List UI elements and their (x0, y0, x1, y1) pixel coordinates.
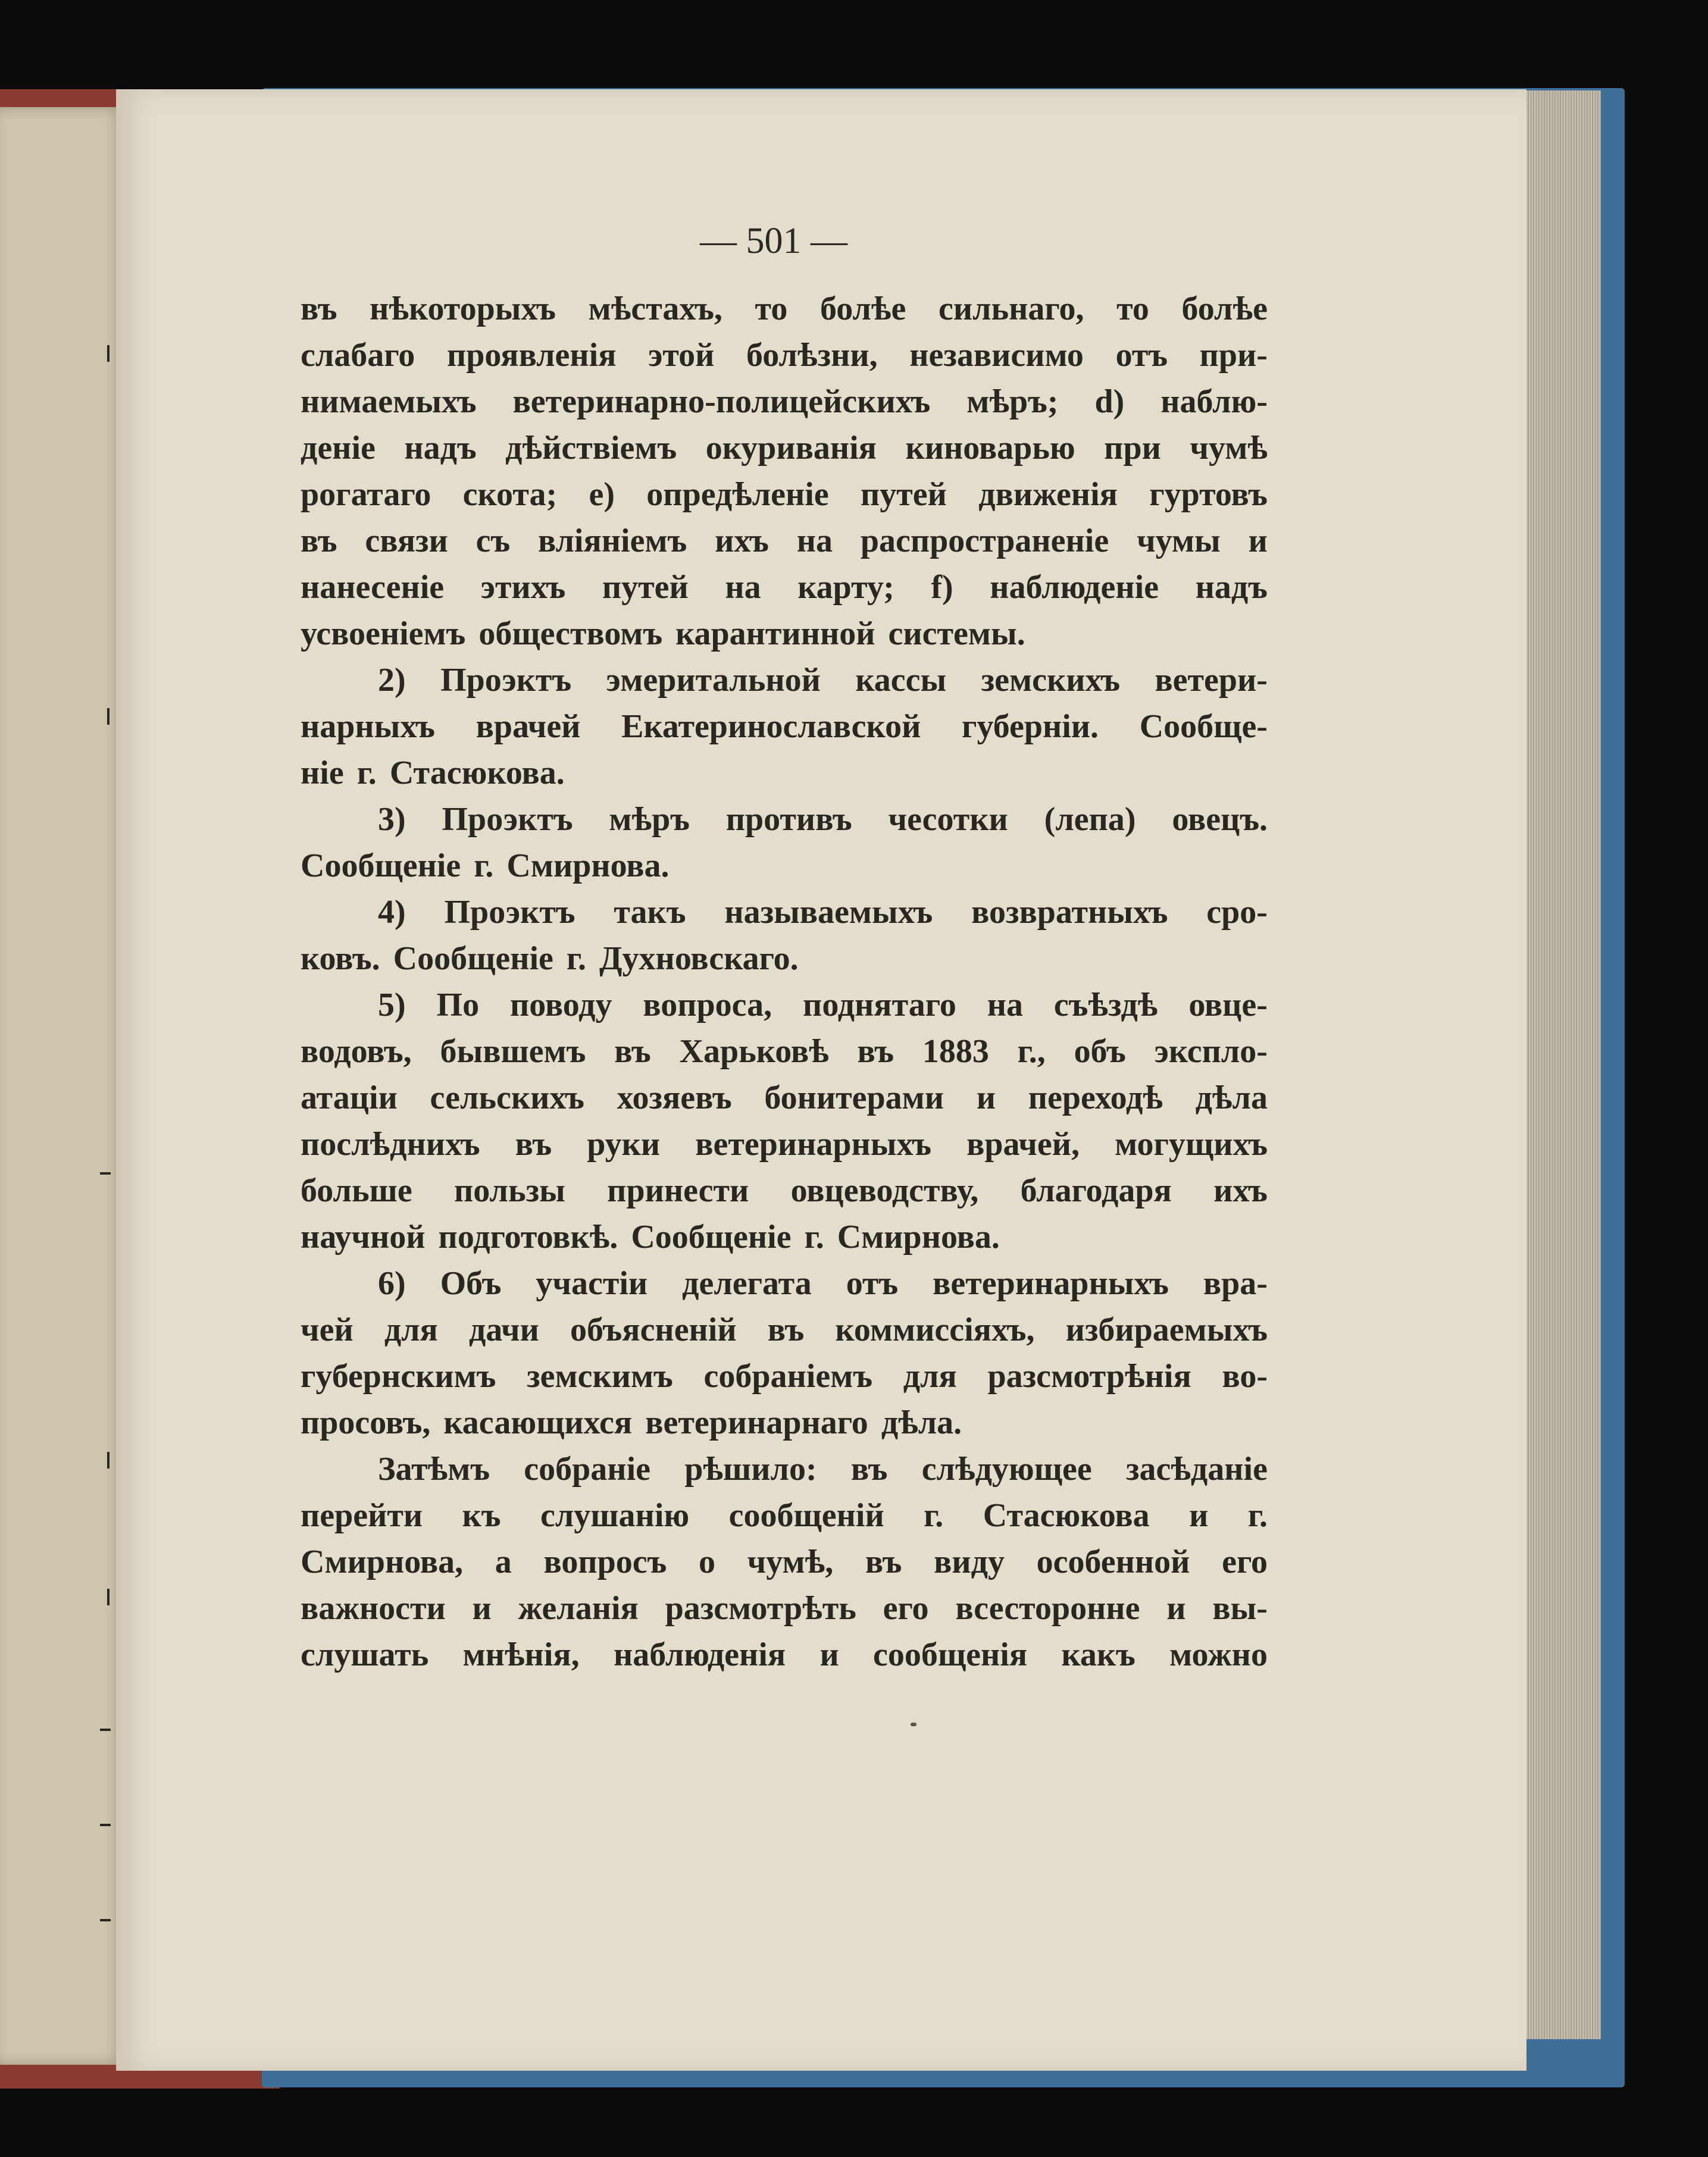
word: на (725, 569, 761, 606)
word: слѣдующее (921, 1451, 1092, 1488)
word: слабаго (301, 337, 415, 374)
page-number: — 501 — (700, 221, 847, 261)
word: вы- (1212, 1590, 1268, 1627)
word: при (1104, 430, 1161, 467)
word: этихъ (480, 569, 566, 606)
word: кассы (855, 662, 947, 699)
word: во- (1222, 1358, 1268, 1395)
word: связи (365, 522, 448, 559)
word: губерніи. (962, 708, 1099, 745)
word: наблюденіе (990, 569, 1159, 606)
word: системы. (888, 615, 1025, 652)
word: такъ (614, 894, 686, 931)
word: въ (857, 1033, 894, 1070)
word: Екатеринославской (621, 708, 921, 745)
word: усвоеніемъ (301, 615, 466, 652)
word: могущихъ (1115, 1126, 1268, 1163)
word: въ (614, 1033, 651, 1070)
word: слушанію (540, 1497, 690, 1534)
word: благодаря (1020, 1172, 1172, 1209)
word: Сообщеніе (631, 1219, 792, 1256)
word: собраніемъ (703, 1358, 873, 1395)
text-line (301, 703, 1268, 750)
text-line (301, 564, 1268, 611)
word: и (819, 1636, 839, 1673)
word: чумѣ (1190, 430, 1268, 467)
word: болѣзни, (746, 337, 878, 374)
word: наблюденія (613, 1636, 786, 1673)
word: болѣе (819, 290, 906, 327)
word: делегата (682, 1265, 812, 1302)
word: бывшемъ (440, 1033, 586, 1070)
word: г. (566, 940, 587, 977)
word: ветеринарныхъ (933, 1265, 1169, 1302)
word: врачей, (966, 1126, 1080, 1163)
margin-tick-mark (100, 1919, 111, 1921)
word: (лепа) (1044, 801, 1136, 838)
text-line (301, 1539, 1268, 1585)
text-line (301, 796, 1268, 843)
word: ихъ (715, 522, 769, 559)
word: научной (301, 1219, 426, 1256)
text-line (301, 889, 1268, 935)
word: карантинной (675, 615, 875, 652)
word: d) (1094, 383, 1125, 420)
word: хозяевъ (617, 1079, 732, 1116)
margin-tick-mark (107, 708, 110, 725)
word: экспло- (1154, 1033, 1268, 1070)
word: этой (648, 337, 715, 374)
word: засѣданіе (1125, 1451, 1268, 1488)
word: пользы (454, 1172, 565, 1209)
word: Проэктъ (442, 801, 573, 838)
word: дѣла (1195, 1079, 1268, 1116)
word: особенной (1036, 1544, 1190, 1580)
word: чумы (1137, 522, 1221, 559)
word: отъ (846, 1265, 899, 1302)
word: земскихъ (981, 662, 1120, 699)
margin-tick-mark (100, 1172, 111, 1175)
word: принести (607, 1172, 749, 1209)
text-line (301, 1353, 1268, 1400)
word: коммиссіяхъ, (835, 1311, 1035, 1348)
previous-page-edge (0, 107, 125, 2065)
word: надъ (404, 430, 477, 467)
word: Харьковѣ (679, 1033, 829, 1070)
word: бонитерами (764, 1079, 944, 1116)
word: Смирнова. (837, 1219, 1000, 1256)
word: съ (476, 522, 511, 559)
word: движенія (978, 476, 1118, 513)
word: обществомъ (478, 615, 663, 652)
text-line (301, 611, 1268, 657)
word: ветеринарныхъ (695, 1126, 932, 1163)
word: карту; (797, 569, 894, 606)
word: дѣйствіемъ (505, 430, 677, 467)
word: сельскихъ (430, 1079, 584, 1116)
word: опредѣленіе (646, 476, 829, 513)
word: и (1189, 1497, 1209, 1534)
word: называемыхъ (724, 894, 933, 931)
ink-speck (911, 1723, 916, 1726)
word: сообщенія (873, 1636, 1028, 1673)
word: эмеритальной (606, 662, 821, 699)
word: и (1166, 1590, 1186, 1627)
word: на (796, 522, 833, 559)
word: вліяніемъ (537, 522, 687, 559)
word: 1883 (922, 1033, 989, 1070)
word: Сообще- (1139, 708, 1268, 745)
word: всесторонне (955, 1590, 1140, 1627)
word: проявленія (446, 337, 617, 374)
text-line (301, 1214, 1268, 1260)
word: овце- (1188, 987, 1268, 1023)
word: атаціи (301, 1079, 398, 1116)
word: деніе (301, 430, 376, 467)
word: и (976, 1079, 996, 1116)
word: разсмотрѣть (665, 1590, 856, 1627)
word: избираемыхъ (1065, 1311, 1268, 1348)
word: 5) (378, 987, 406, 1023)
word: сильнаго, (939, 290, 1084, 327)
word: По (436, 987, 480, 1023)
word: чумѣ, (747, 1544, 834, 1580)
word: нанесеніе (301, 569, 445, 606)
word: больше (301, 1172, 412, 1209)
word: ветеринарно-полицейскихъ (512, 383, 931, 420)
text-line (301, 1260, 1268, 1307)
word: объясненій (570, 1311, 737, 1348)
word: вра- (1203, 1265, 1268, 1302)
word: г. (804, 1219, 824, 1256)
word: на (987, 987, 1023, 1023)
word: 3) (378, 801, 406, 838)
word: 2) (378, 662, 406, 699)
word: и (1248, 522, 1268, 559)
word: при- (1199, 337, 1268, 374)
word: переходѣ (1028, 1079, 1163, 1116)
word: болѣе (1181, 290, 1268, 327)
text-line (301, 1400, 1268, 1446)
word: участіи (536, 1265, 648, 1302)
word: наблю- (1160, 383, 1268, 420)
word: овцеводству, (790, 1172, 979, 1209)
text-line (301, 1121, 1268, 1167)
word: мѣстахъ, (588, 290, 722, 327)
word: о (698, 1544, 715, 1580)
text-line (301, 1632, 1268, 1678)
word: дачи (468, 1311, 539, 1348)
text-line (301, 1585, 1268, 1632)
word: то (1116, 290, 1149, 327)
word: руки (587, 1126, 661, 1163)
word: Сообщеніе (393, 940, 553, 977)
margin-tick-mark (100, 1824, 111, 1826)
word: поднятаго (803, 987, 956, 1023)
word: для (903, 1358, 957, 1395)
word: мнѣнія, (462, 1636, 580, 1673)
text-line (301, 1492, 1268, 1539)
word: Стасюкова. (389, 755, 565, 791)
word: ветеринарнаго (645, 1404, 868, 1441)
word: дѣла. (881, 1404, 962, 1441)
text-line (301, 843, 1268, 889)
word: вопросъ (543, 1544, 667, 1580)
word: рѣшило: (684, 1451, 817, 1488)
word: рогатаго (301, 476, 431, 513)
word: его (1222, 1544, 1268, 1580)
word: г. (356, 755, 377, 791)
word: его (883, 1590, 929, 1627)
text-line (301, 750, 1268, 796)
word: желанія (518, 1590, 639, 1627)
word: важности (301, 1590, 446, 1627)
word: Смирнова, (301, 1544, 464, 1580)
word: возвратныхъ (971, 894, 1168, 931)
word: можно (1169, 1636, 1268, 1673)
word: и (472, 1590, 492, 1627)
text-line (301, 1075, 1268, 1121)
margin-tick-mark (107, 1589, 110, 1605)
word: Проэктъ (444, 894, 575, 931)
word: надъ (1195, 569, 1268, 606)
text-line (301, 1028, 1268, 1075)
text-line (301, 935, 1268, 982)
word: окуриванія (705, 430, 877, 467)
word: Проэктъ (440, 662, 572, 699)
word: распространеніе (860, 522, 1109, 559)
text-line (301, 1446, 1268, 1492)
word: перейти (301, 1497, 423, 1534)
margin-tick-mark (107, 1452, 110, 1469)
word: Духновскаго. (599, 940, 799, 977)
word: въ (301, 290, 337, 327)
text-line (301, 657, 1268, 703)
text-line (301, 332, 1268, 378)
word: какъ (1061, 1636, 1135, 1673)
word: поводу (510, 987, 612, 1023)
word: f) (931, 569, 953, 606)
word: съѣздѣ (1053, 987, 1158, 1023)
word: сообщеній (728, 1497, 884, 1534)
word: Сообщеніе (301, 847, 461, 884)
word: чесотки (888, 801, 1008, 838)
word: губернскимъ (301, 1358, 496, 1395)
margin-tick-mark (100, 1729, 111, 1731)
word: скота; (462, 476, 558, 513)
word: въ (515, 1126, 552, 1163)
word: сро- (1206, 894, 1268, 931)
text-line (301, 378, 1268, 425)
text-line (301, 1307, 1268, 1353)
word: киноварью (905, 430, 1075, 467)
word: разсмотрѣнія (987, 1358, 1191, 1395)
word: г. (924, 1497, 944, 1534)
word: г. (1247, 1497, 1268, 1534)
word: мѣръ; (966, 383, 1059, 420)
margin-tick-mark (107, 345, 110, 362)
word: нѣкоторыхъ (370, 290, 556, 327)
word: нарныхъ (301, 708, 435, 745)
word: объ (1074, 1033, 1126, 1070)
word: просовъ, (301, 1404, 431, 1441)
word: овецъ. (1172, 801, 1268, 838)
word: послѣднихъ (301, 1126, 480, 1163)
word: въ (865, 1544, 902, 1580)
word: касающихся (443, 1404, 633, 1441)
word: Затѣмъ (378, 1451, 490, 1488)
word: 6) (378, 1265, 406, 1302)
word: въ (301, 522, 337, 559)
text-line (301, 286, 1268, 332)
word: врачей (476, 708, 581, 745)
word: противъ (725, 801, 852, 838)
word: e) (589, 476, 615, 513)
word: вопроса, (643, 987, 772, 1023)
word: въ (767, 1311, 805, 1348)
word: для (384, 1311, 438, 1348)
word: водовъ, (301, 1033, 412, 1070)
word: нимаемыхъ (301, 383, 477, 420)
word: ихъ (1213, 1172, 1268, 1209)
word: путей (861, 476, 947, 513)
word: въ (850, 1451, 888, 1488)
word: ветери- (1155, 662, 1268, 699)
page-body-text (301, 286, 1268, 1678)
word: подготовкѣ. (438, 1219, 618, 1256)
word: Стасюкова (983, 1497, 1150, 1534)
text-line (301, 982, 1268, 1028)
word: г., (1017, 1033, 1046, 1070)
text-line (301, 518, 1268, 564)
word: виду (934, 1544, 1005, 1580)
word: къ (462, 1497, 501, 1534)
word: ніе (301, 755, 344, 791)
word: 4) (378, 894, 406, 931)
word: то (755, 290, 788, 327)
word: путей (602, 569, 689, 606)
text-line (301, 425, 1268, 471)
word: независимо (909, 337, 1084, 374)
word: ковъ. (301, 940, 380, 977)
text-line (301, 1167, 1268, 1214)
word: слушать (301, 1636, 429, 1673)
word: собраніе (524, 1451, 650, 1488)
word: Смирнова. (506, 847, 670, 884)
word: Объ (440, 1265, 502, 1302)
word: чей (301, 1311, 354, 1348)
word: гуртовъ (1149, 476, 1268, 513)
word: а (495, 1544, 512, 1580)
word: г. (474, 847, 494, 884)
word: мѣръ (609, 801, 690, 838)
word: отъ (1115, 337, 1168, 374)
text-line (301, 471, 1268, 518)
word: земскимъ (527, 1358, 673, 1395)
